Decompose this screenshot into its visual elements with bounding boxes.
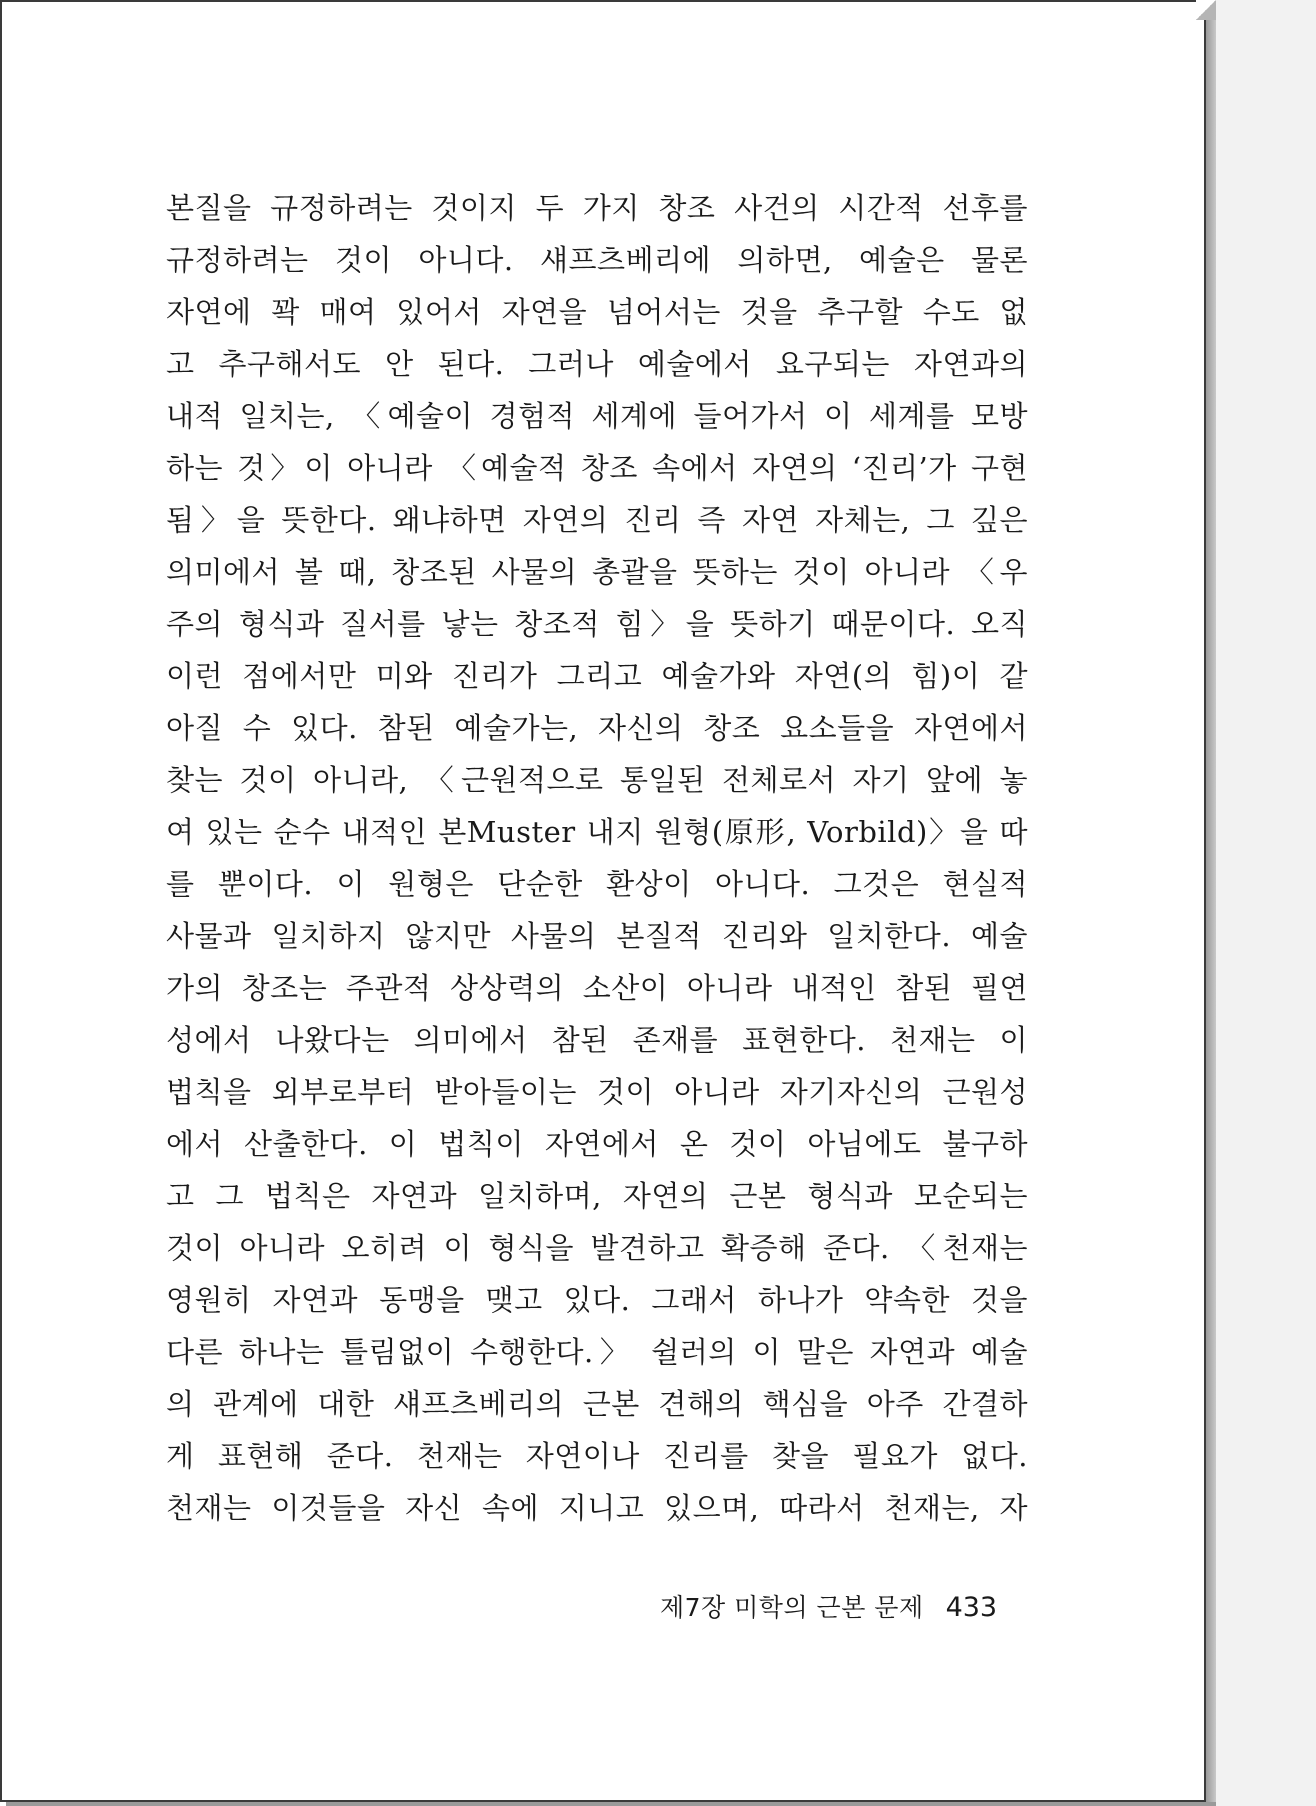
text-line: 이런 점에서만 미와 진리가 그리고 예술가와 자연(의 힘)이 같 [166,659,1028,693]
text-line: 자연에 꽉 매여 있어서 자연을 넘어서는 것을 추구할 수도 없 [166,295,1028,329]
text-line: 게 표현해 준다. 천재는 자연이나 진리를 찾을 필요가 없다. [166,1439,1028,1473]
text-line: 고 그 법칙은 자연과 일치하며, 자연의 근본 형식과 모순되는 [166,1179,1028,1213]
running-footer [660,1588,1060,1628]
page-number: 433 [945,1592,998,1623]
text-line: 영원히 자연과 동맹을 맺고 있다. 그래서 하나가 약속한 것을 [166,1283,1028,1317]
text-line: 성에서 나왔다는 의미에서 참된 존재를 표현한다. 천재는 이 [166,1023,1028,1057]
text-line: 천재는 이것들을 자신 속에 지니고 있으며, 따라서 천재는, 자 [166,1491,1028,1525]
text-line: 가의 창조는 주관적 상상력의 소산이 아니라 내적인 참된 필연 [166,971,1028,1005]
text-line: 아질 수 있다. 참된 예술가는, 자신의 창조 요소들을 자연에서 [166,711,1028,745]
text-line: 것이 아니라 오히려 이 형식을 발견하고 확증해 준다. 〈천재는 [166,1231,1028,1265]
text-line: 본질을 규정하려는 것이지 두 가지 창조 사건의 시간적 선후를 [166,191,1028,225]
text-line: 찾는 것이 아니라, 〈근원적으로 통일된 전체로서 자기 앞에 놓 [166,763,1028,797]
body-text [166,182,1028,1534]
text-line: 됨〉을 뜻한다. 왜냐하면 자연의 진리 즉 자연 자체는, 그 깊은 [166,503,1028,537]
text-line: 에서 산출한다. 이 법칙이 자연에서 온 것이 아님에도 불구하 [166,1127,1028,1161]
text-line: 사물과 일치하지 않지만 사물의 본질적 진리와 일치한다. 예술 [166,919,1028,953]
text-line: 내적 일치는, 〈예술이 경험적 세계에 들어가서 이 세계를 모방 [166,399,1028,433]
page-corner-fold [1196,0,1216,20]
text-line: 다른 하나는 틀림없이 수행한다.〉 쉴러의 이 말은 자연과 예술 [166,1335,1028,1369]
text-line: 법칙을 외부로부터 받아들이는 것이 아니라 자기자신의 근원성 [166,1075,1028,1109]
text-line: 의 관계에 대한 섀프츠베리의 근본 견해의 핵심을 아주 간결하 [166,1387,1028,1421]
outer-background [1216,0,1316,1806]
text-line: 의미에서 볼 때, 창조된 사물의 총괄을 뜻하는 것이 아니라 〈우 [166,555,1028,589]
text-line: 하는 것〉이 아니라 〈예술적 창조 속에서 자연의 ‘진리’가 구현 [166,451,1028,485]
text-line: 규정하려는 것이 아니다. 섀프츠베리에 의하면, 예술은 물론 [166,243,1028,277]
chapter-title: 제7장 미학의 근본 문제 [660,1593,924,1622]
text-line: 주의 형식과 질서를 낳는 창조적 힘〉을 뜻하기 때문이다. 오직 [166,607,1028,641]
page-edge-shadow [1206,6,1216,1802]
page-bottom-shadow [6,1802,1216,1806]
text-line: 여 있는 순수 내적인 본Muster 내지 원형(原形, Vorbild)〉을 따 [166,815,1028,849]
text-line: 를 뿐이다. 이 원형은 단순한 환상이 아니다. 그것은 현실적 [166,867,1028,901]
text-line: 고 추구해서도 안 된다. 그러나 예술에서 요구되는 자연과의 [166,347,1028,381]
